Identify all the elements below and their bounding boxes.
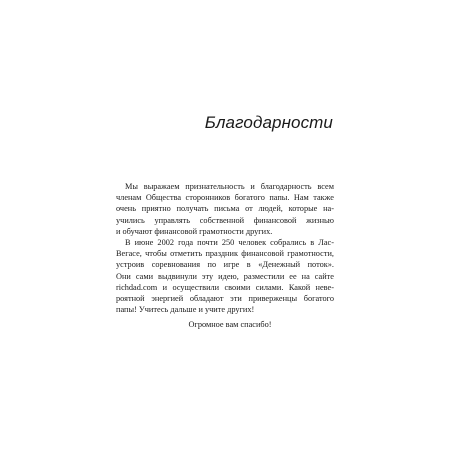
paragraph-1: [116, 181, 334, 237]
text-line: очень приятно получать письма от людей, которые на-: [116, 204, 334, 214]
text-line: роятной энергией обладают эти приверженцы богатого: [116, 293, 334, 303]
text-line: Они сами выдвинули эту идею, разместили ее на сайте: [116, 271, 334, 281]
text-line: и обучают финансовой грамотности других.: [116, 226, 273, 236]
closing-line: Огромное вам спасибо!: [188, 320, 272, 330]
page-heading: Благодарности: [204, 113, 333, 132]
text-line: В июне 2002 года почти 250 человек собрались в Лас-: [125, 237, 334, 247]
body-text: [116, 181, 334, 330]
text-line: richdad.com и осуществили своими силами. Какой неве-: [116, 282, 334, 292]
text-line: папы! Учитесь дальше и учите других!: [116, 305, 255, 315]
text-line: Мы выражаем признательность и благодарность всем: [125, 182, 334, 191]
text-line: членам Общества сторонников богатого папы. Нам также: [116, 193, 334, 203]
text-line: учились управлять собственной финансовой жизнью: [116, 215, 334, 225]
text-line: Вегасе, чтобы отметить праздник финансовой грамотности,: [116, 249, 334, 259]
paragraph-2: [116, 237, 334, 315]
text-line: устроив соревнования по игре в «Денежный поток».: [116, 260, 334, 270]
